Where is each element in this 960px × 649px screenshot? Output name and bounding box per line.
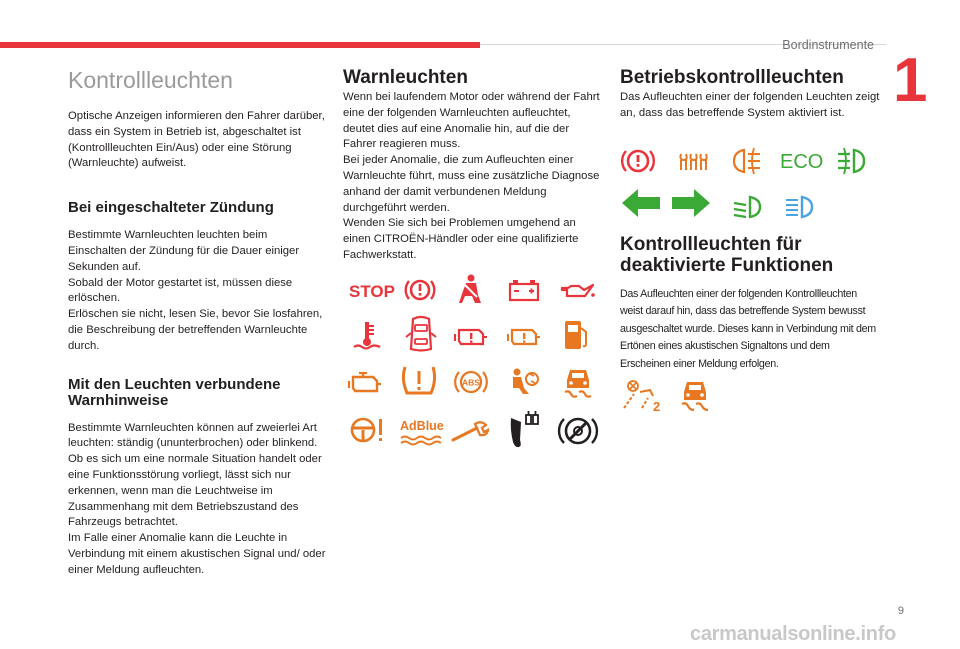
foot-on-brake-icon <box>507 410 541 450</box>
section-title-warnings: Mit den Leuchten verbundene Warnhinweise <box>68 375 281 409</box>
engine-malfunction-icon <box>347 370 383 396</box>
column-deaktivierte-funktionen <box>620 234 880 373</box>
power-steering-icon <box>349 414 385 448</box>
lane-icon-number: 2 <box>653 399 661 414</box>
operation-icon-grid <box>620 140 880 230</box>
section-title-ignition: Bei eingeschalteter Zündung <box>68 199 274 217</box>
preheating-icon <box>676 150 712 174</box>
column-betriebskontrollleuchten <box>620 60 880 122</box>
page-number: 9 <box>897 605 904 617</box>
section-text-warnings: Bestimmte Warnleuchten können auf zweierlei Art leuchten: ständig (ununterbrochen) oder blinkend. Ob es sich um eine normale Situation handelt oder eine Funktionsstörung vorliegt, lässt sich nur erkennen, wenn man die Leuchtweise im Zusammenhang mit dem Betriebszustand des Fahrzeugs betrachtet. Im Falle einer Anomalie kann die Leuchte in Verbindung mit einem akustischen Signal und/ oder einer Meldung aufleuchten. <box>68 421 326 576</box>
battery-icon <box>507 278 541 302</box>
chapter-title: Bordinstrumente <box>782 38 874 52</box>
chapter-number: 1 <box>893 46 928 115</box>
page-title: Kontrollleuchten <box>68 67 233 93</box>
column-warnleuchten <box>343 60 603 264</box>
section-heading-deaktiviert: Kontrollleuchten für deaktivierte Funktionen <box>620 234 834 276</box>
stop-icon-label: STOP <box>349 282 395 301</box>
oil-pressure-icon <box>559 280 597 302</box>
warnleuchten-text: Wenn bei laufendem Motor oder während der Fahrt eine der folgenden Warnleuchten aufleuchtet, deutet dies auf eine Anomalie hin, auf die der Fahrer reagieren muss. Bei jeder Anomalie, die zum Aufleuchten einer Warnleuchte führt, muss eine zusätzliche Diagnose anhand der damit verbundenen Meldung durchgeführt werden. Wenden Sie sich bei Problemen umgehend an einen CITROËN-Händler oder eine qualifizierte Fachwerkstatt. <box>343 91 600 261</box>
main-beam-icon <box>782 195 816 219</box>
betrieb-text: Das Aufleuchten einer der folgenden Leuchten zeigt an, dass das betreffende System aktiviert ist. <box>620 91 880 119</box>
section-heading-warnleuchten: Warnleuchten <box>343 67 468 88</box>
header-red-bar <box>0 42 480 48</box>
svg-text:ABS: ABS <box>462 377 480 388</box>
brake-warning-icon <box>403 275 437 305</box>
section-heading-betrieb: Betriebskontrollleuchten <box>620 67 844 88</box>
coolant-temperature-icon <box>351 320 383 352</box>
turn-right-icon <box>670 187 712 219</box>
column-kontrollleuchten <box>68 60 326 579</box>
rear-fog-light-icon <box>730 146 764 176</box>
stability-control-off-icon <box>678 376 712 414</box>
service-wrench-icon <box>451 420 491 444</box>
engine-stop-icon <box>453 323 489 349</box>
deaktiviert-text: Das Aufleuchten einer der folgenden Kontrollleuchten weist darauf hin, dass das betreffende System bewusst ausgeschaltet wurde. Dieses kann in Verbindung mit dem Ertönen eines akustischen Signaltons und dem Erscheinen einer Meldung erfolgen. <box>620 288 876 370</box>
intro-text: Optische Anzeigen informieren den Fahrer darüber, dass ein System in Betrieb ist, abgeschaltet ist (Kontrollleuchten Ein/Aus) oder eine Störung (Warnleuchte) aufweist. <box>68 110 325 170</box>
airbag-icon <box>507 366 543 398</box>
lane-departure-off-icon <box>620 378 664 414</box>
seatbelt-icon <box>455 273 485 305</box>
warning-icon-grid <box>343 270 603 460</box>
section-text-ignition: Bestimmte Warnleuchten leuchten beim Einschalten der Zündung für die Dauer einiger Sekunden auf. Sobald der Motor gestartet ist, müssen diese erlöschen. Erlöschen sie nicht, lesen Sie, bevor Sie losfahren, die Beschreibung der betreffenden Warnleuchte durch. <box>68 229 323 352</box>
adblue-icon-label: AdBlue <box>400 419 444 433</box>
stop-icon <box>347 280 395 302</box>
tyre-pressure-icon <box>399 363 439 399</box>
stability-control-icon <box>561 364 595 400</box>
watermark: carmanualsonline.info <box>690 623 896 645</box>
deactivated-icon-grid <box>620 376 740 420</box>
eco-icon-label: ECO <box>780 151 824 173</box>
eco-icon <box>778 148 826 174</box>
adblue-icon <box>399 416 443 446</box>
turn-left-icon <box>620 187 662 219</box>
fuel-level-icon <box>561 318 591 352</box>
dipped-beam-icon <box>730 195 764 219</box>
engine-service-icon <box>506 323 542 349</box>
parking-brake-icon <box>620 145 656 177</box>
abs-icon <box>453 366 489 398</box>
front-fog-light-icon <box>834 146 868 176</box>
steering-lock-icon <box>559 414 597 448</box>
door-open-icon <box>405 315 437 353</box>
